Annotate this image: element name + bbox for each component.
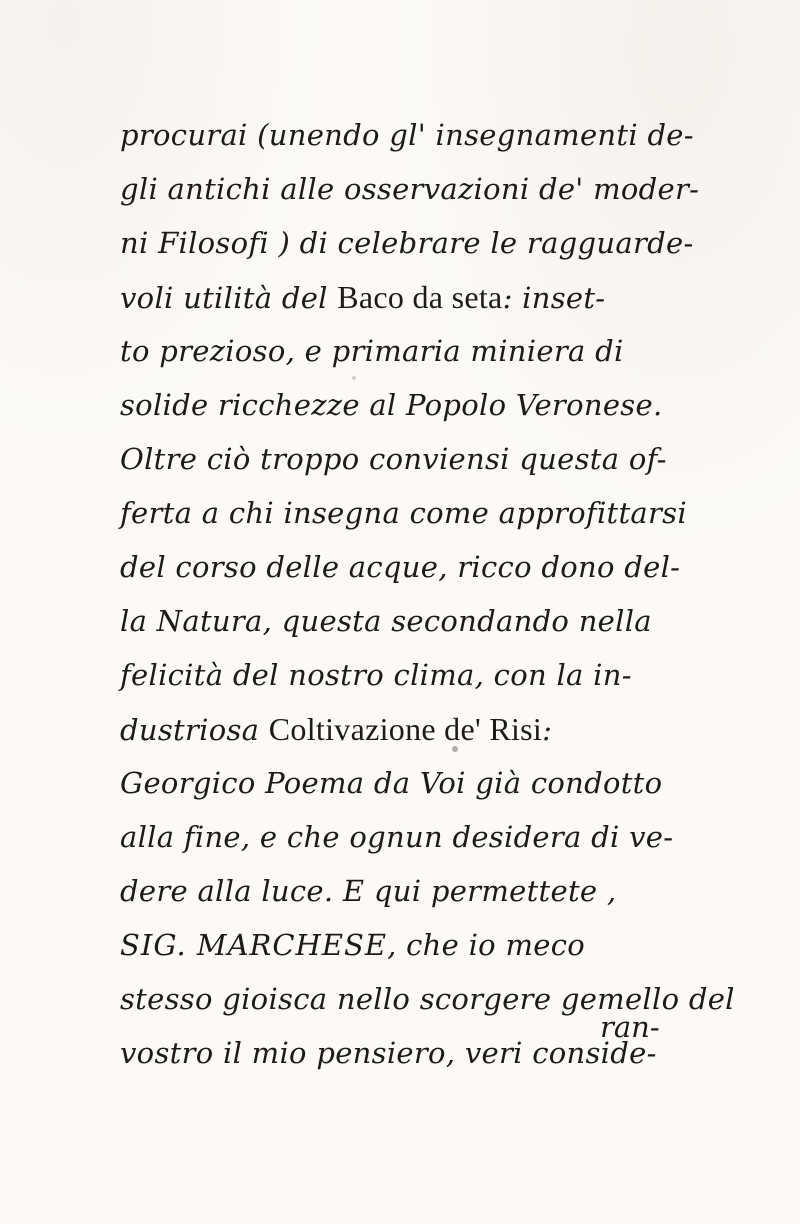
text-segment: Oltre ciò troppo conviensi questa of-	[120, 442, 667, 476]
text-segment: , che io meco	[387, 928, 586, 962]
text-line	[120, 540, 760, 594]
text-line	[120, 756, 760, 810]
text-line	[120, 864, 760, 918]
text-segment: Georgico Poema da Voi già condotto	[120, 766, 663, 800]
text-line	[120, 648, 760, 702]
roman-text-segment: Baco da seta	[337, 279, 503, 315]
catchword: ran-	[600, 1010, 660, 1044]
text-line	[120, 378, 760, 432]
text-line	[120, 1026, 760, 1080]
text-segment: dere alla luce. E qui permettete ,	[120, 874, 617, 908]
text-line	[120, 810, 760, 864]
text-line	[120, 324, 760, 378]
text-line	[120, 108, 760, 162]
text-segment: ni Filosofi ) di celebrare le ragguarde-	[120, 226, 694, 260]
text-line	[120, 702, 760, 756]
text-line	[120, 918, 760, 972]
text-segment: del corso delle acque, ricco dono del-	[120, 550, 681, 584]
text-line	[120, 594, 760, 648]
text-body	[120, 108, 760, 1080]
text-segment: voli utilità del	[120, 281, 338, 315]
text-segment: ferta a chi insegna come approfittarsi	[120, 496, 687, 530]
text-line	[120, 162, 760, 216]
text-segment: la Natura, questa secondando nella	[120, 604, 652, 638]
text-line	[120, 972, 760, 1026]
text-line	[120, 270, 760, 324]
ink-speck	[452, 746, 458, 752]
text-line	[120, 432, 760, 486]
text-segment: procurai (unendo gl' insegnamenti de-	[120, 118, 694, 152]
roman-text-segment: Coltivazione de' Risi	[268, 711, 543, 747]
text-segment: dustriosa	[120, 713, 269, 747]
text-segment: :	[542, 713, 553, 747]
text-segment: : inset-	[502, 281, 606, 315]
text-segment: gli antichi alle osservazioni de' moder-	[120, 172, 700, 206]
text-segment: vostro il mio pensiero, veri conside-	[120, 1036, 657, 1070]
text-segment: SIG. MARCHESE	[120, 928, 388, 962]
text-segment: stesso gioisca nello scorgere gemello del	[120, 982, 735, 1016]
ink-speck	[352, 376, 356, 380]
text-line	[120, 216, 760, 270]
text-line	[120, 486, 760, 540]
text-segment: felicità del nostro clima, con la in-	[120, 658, 632, 692]
text-segment: solide ricchezze al Popolo Veronese.	[120, 388, 663, 422]
text-segment: to prezioso, e primaria miniera di	[120, 334, 624, 368]
text-segment: alla fine, e che ognun desidera di ve-	[120, 820, 674, 854]
